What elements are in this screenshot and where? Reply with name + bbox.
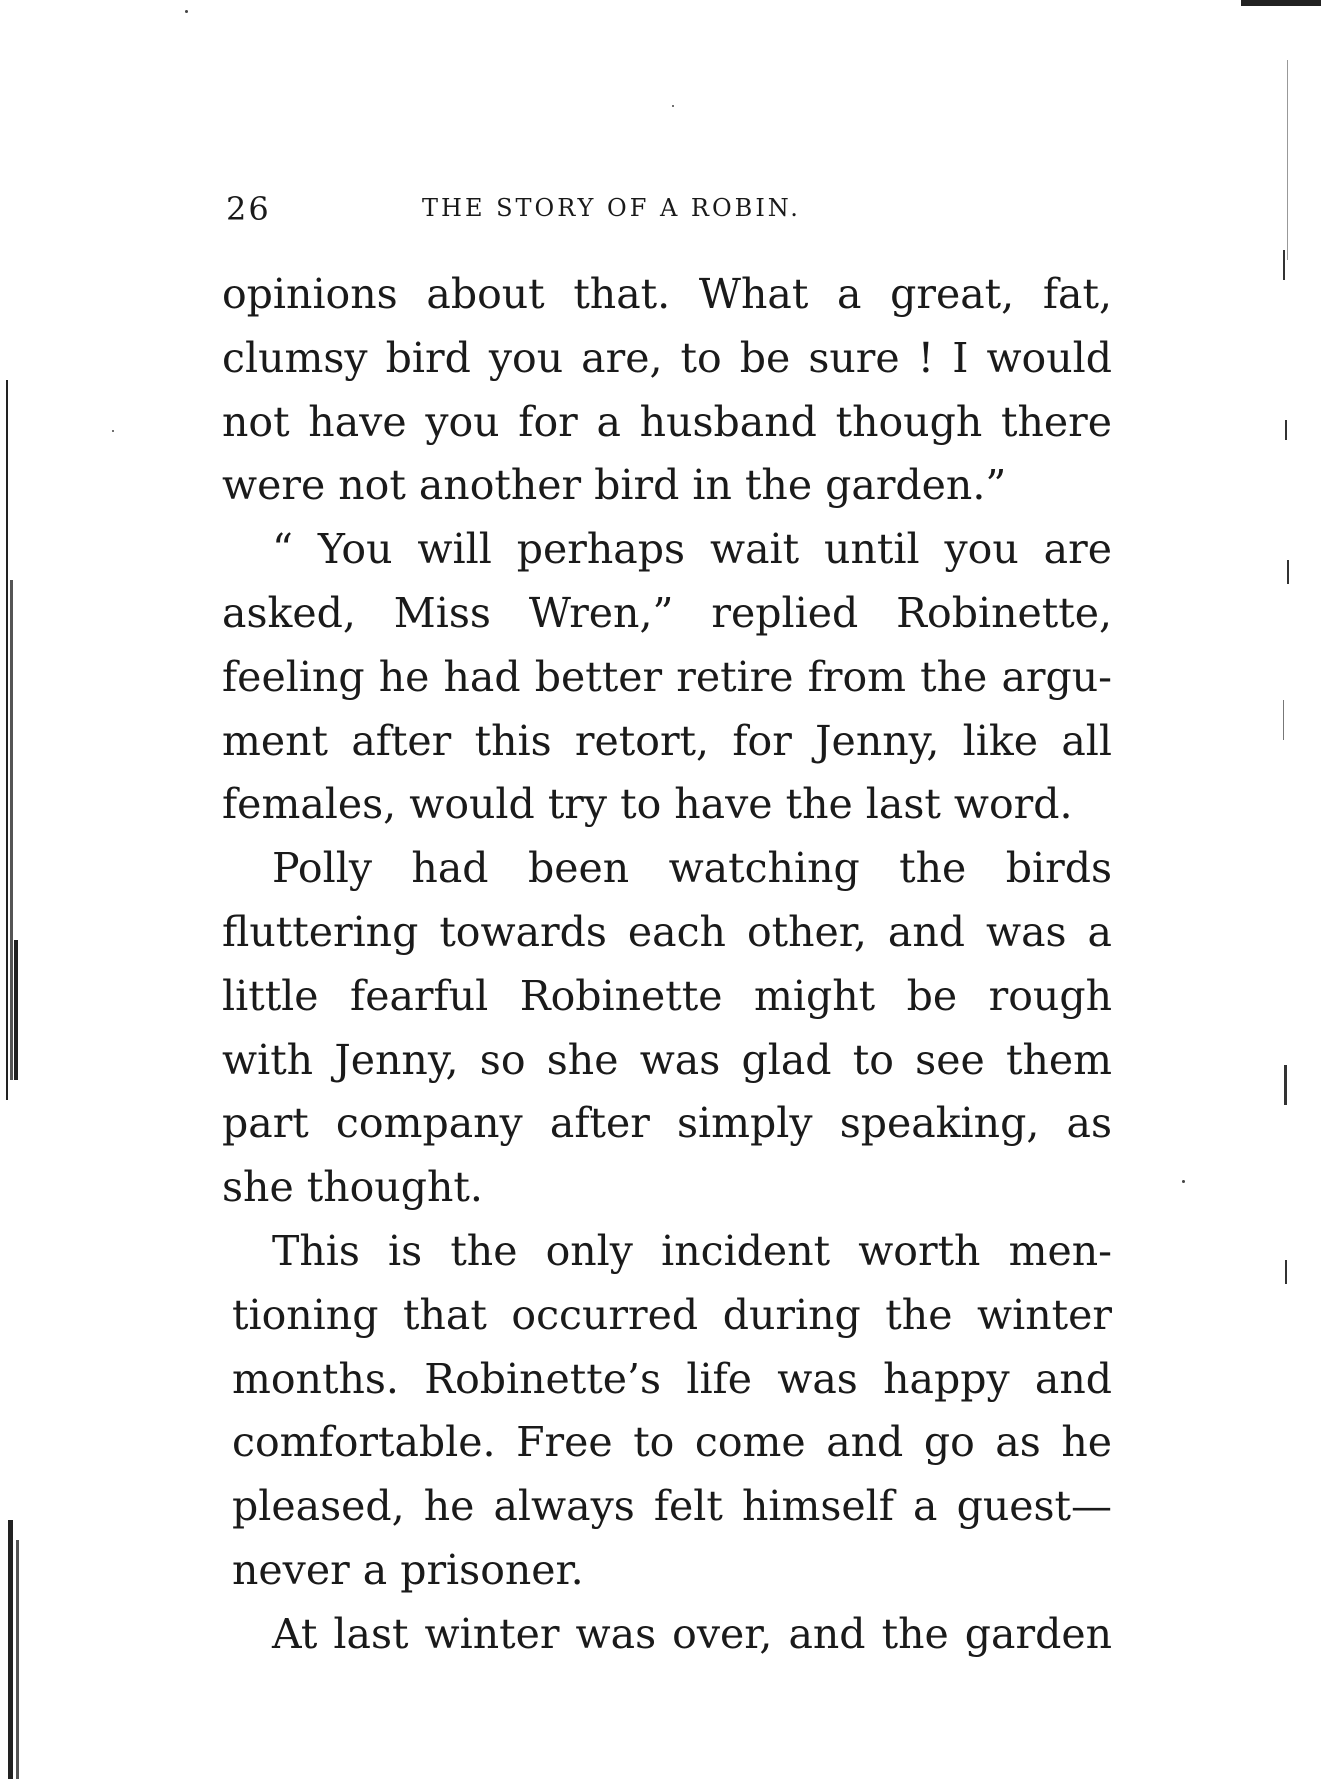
scan-artifact-left-edge xyxy=(0,380,30,1779)
text-line: not have you for a husband though there xyxy=(222,397,1112,446)
text-line: with Jenny, so she was glad to see them xyxy=(222,1035,1112,1084)
text-line: tioning that occurred during the winter xyxy=(232,1290,1112,1339)
text-line: ment after this retort, for Jenny, like all xyxy=(222,716,1112,765)
text-line: were not another bird in the garden.” xyxy=(222,461,1007,510)
text-line: months. Robinette’s life was happy and xyxy=(232,1354,1112,1403)
text-line: part company after simply speaking, as xyxy=(222,1099,1112,1148)
text-line: comfortable. Free to come and go as he xyxy=(232,1418,1112,1467)
paragraph-start-line: At last winter was over, and the garden xyxy=(272,1609,1112,1658)
text-line: pleased, he always felt himself a guest— xyxy=(232,1482,1112,1531)
scan-speck xyxy=(1182,1180,1185,1183)
text-line: females, would try to have the last word. xyxy=(222,780,1073,829)
running-title: THE STORY OF A ROBIN. xyxy=(422,194,801,222)
paragraph-start-line: This is the only incident worth men- xyxy=(272,1226,1112,1275)
text-line: opinions about that. What a great, fat, xyxy=(222,270,1112,318)
running-head xyxy=(226,190,926,230)
paragraph-start-line: Polly had been watching the birds xyxy=(272,844,1112,893)
text-line: feeling he had better retire from the argu- xyxy=(222,652,1112,701)
text-line: she thought. xyxy=(222,1163,483,1212)
body-text xyxy=(222,263,1112,1667)
text-line: clumsy bird you are, to be sure ! I would xyxy=(222,333,1112,382)
paragraph-start-line: “ You will perhaps wait until you are xyxy=(272,525,1112,574)
scan-speck xyxy=(185,10,188,13)
scan-artifact-right-edge xyxy=(1261,0,1321,1300)
scan-speck xyxy=(672,105,674,107)
text-line: asked, Miss Wren,” replied Robinette, xyxy=(222,588,1112,637)
text-line: little fearful Robinette might be rough xyxy=(222,971,1112,1020)
page-number: 26 xyxy=(226,190,271,228)
text-line: fluttering towards each other, and was a xyxy=(222,907,1112,956)
text-line: never a prisoner. xyxy=(232,1545,584,1594)
scan-speck xyxy=(112,430,114,432)
